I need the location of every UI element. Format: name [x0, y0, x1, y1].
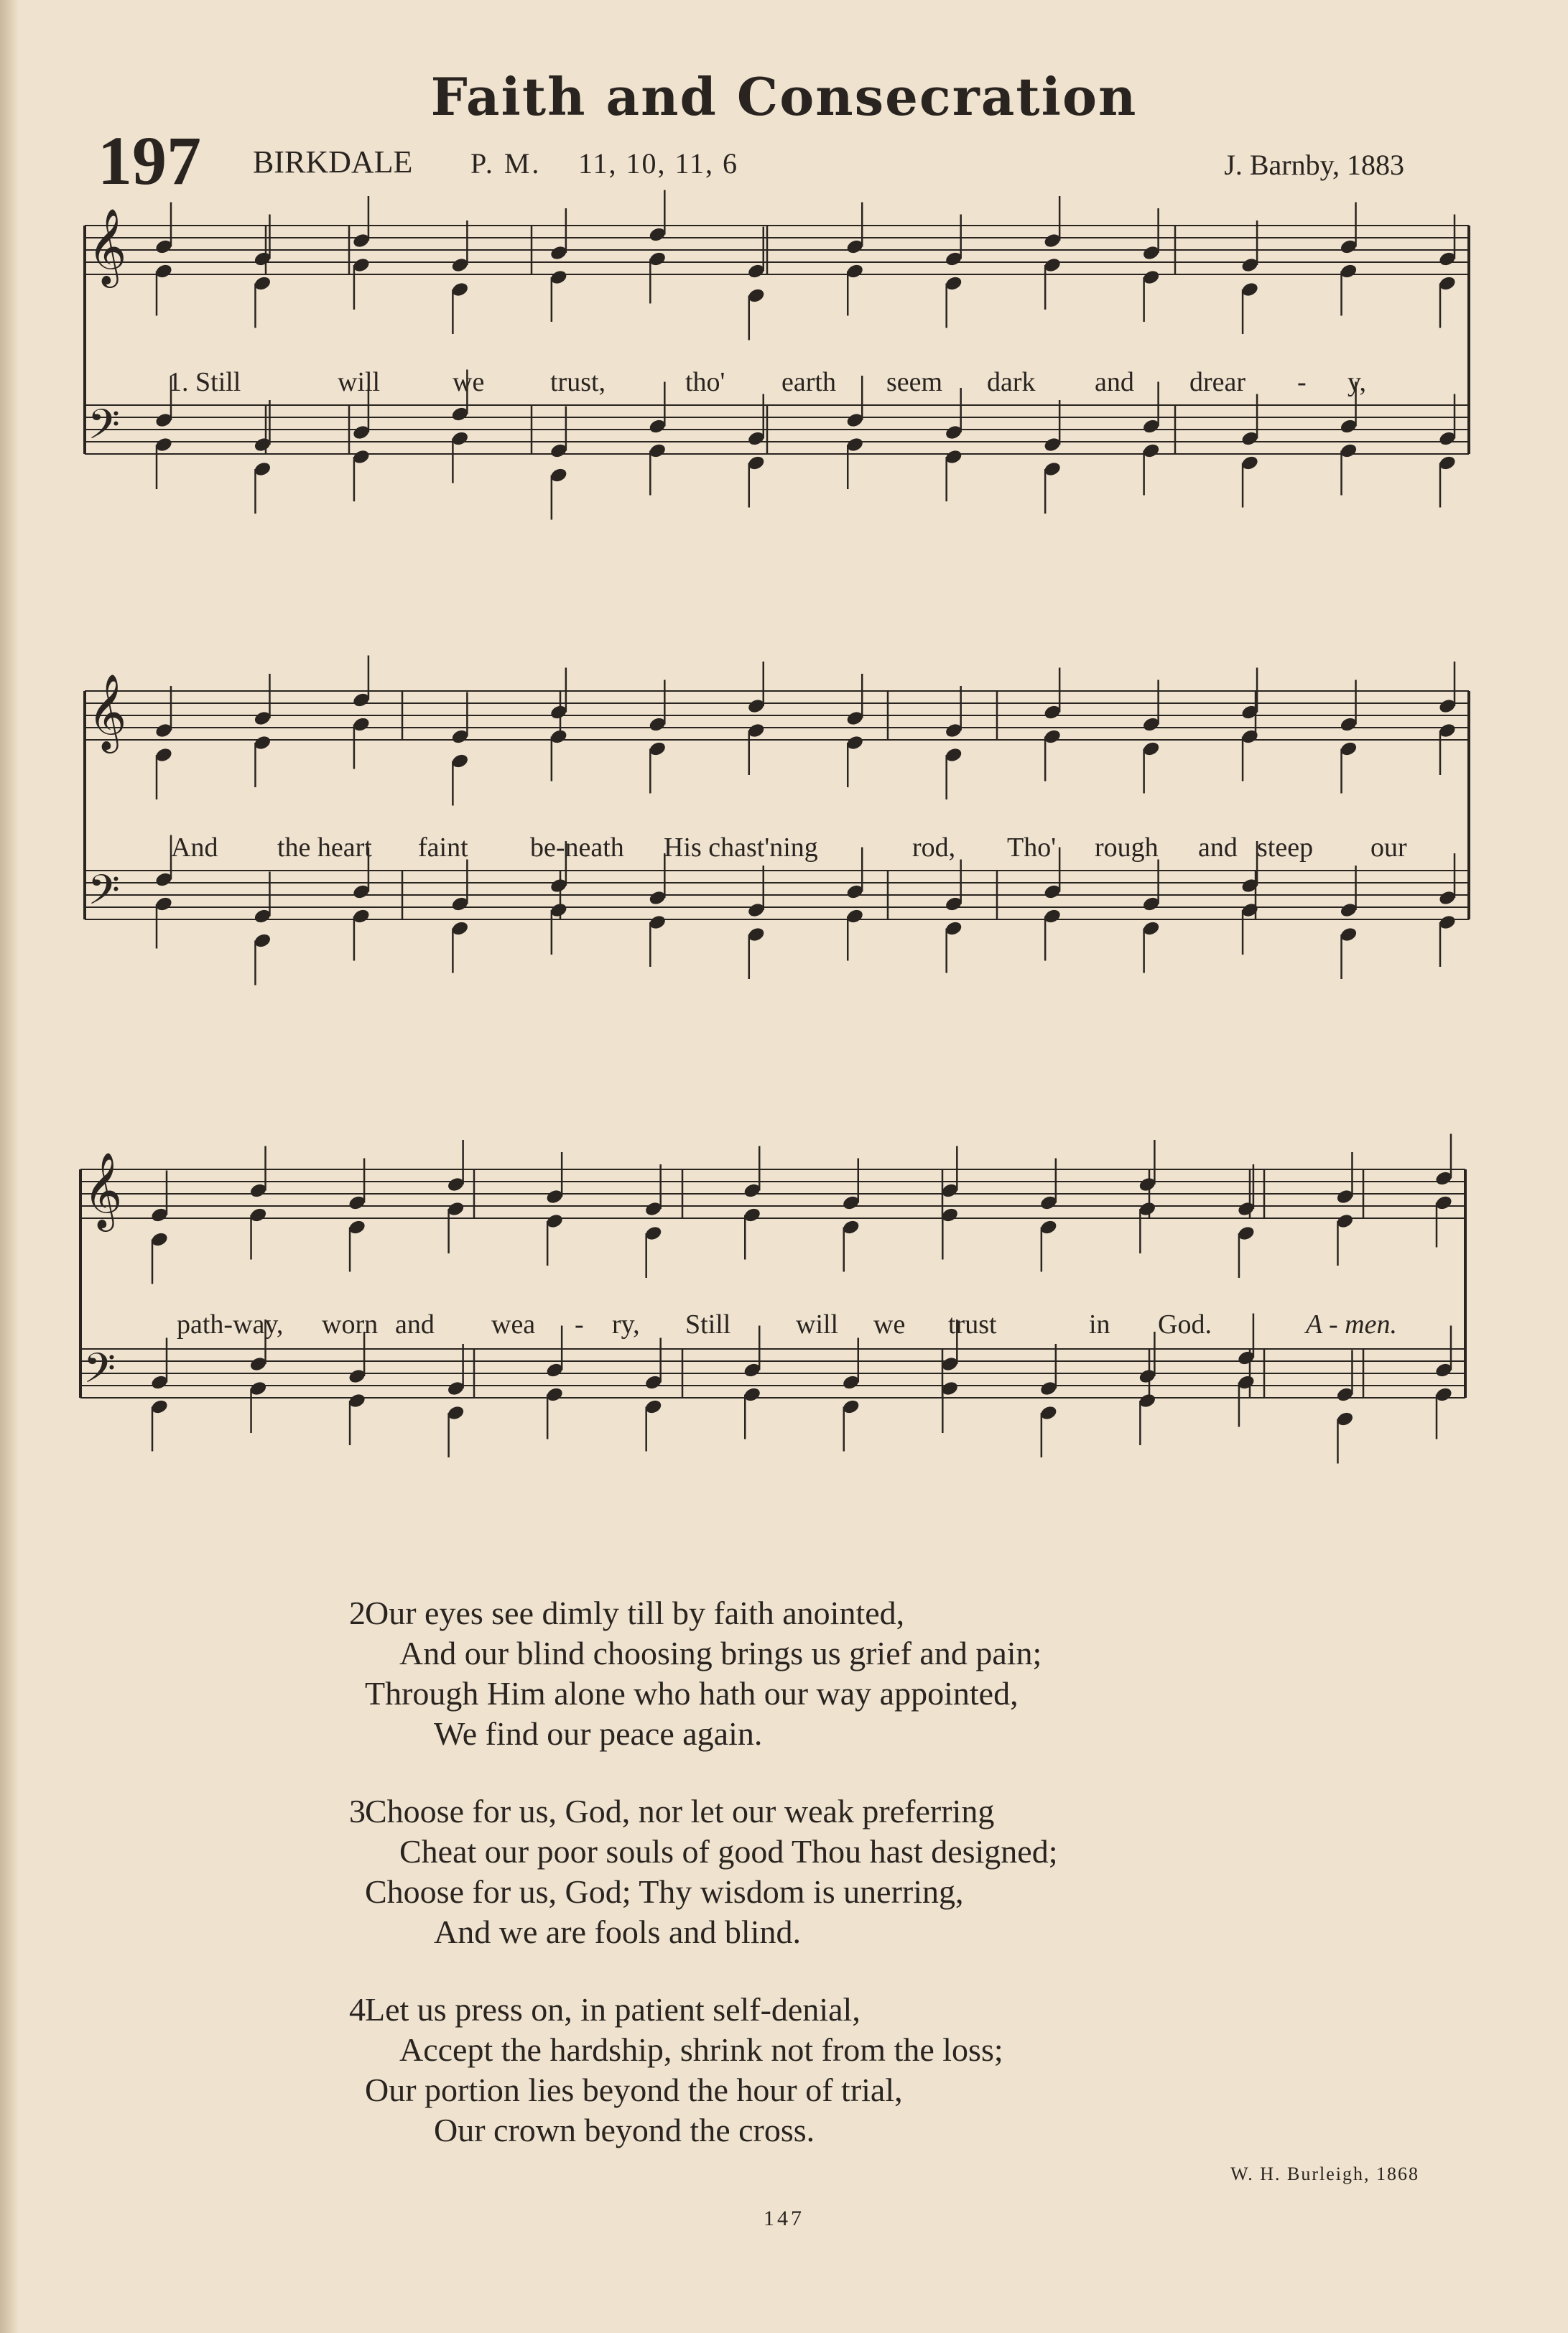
lyric-syllable: seem: [886, 367, 943, 397]
bass-clef-icon: 𝄢: [83, 1344, 116, 1403]
lyric-syllable: will: [796, 1309, 839, 1340]
verse-line: Let us press on, in patient self-denial,: [365, 1991, 860, 2028]
bass-clef-icon: 𝄢: [88, 866, 121, 924]
verse-line: Our eyes see dimly till by faith anointed,: [365, 1595, 905, 1631]
treble-clef-icon: 𝄞: [88, 673, 127, 750]
lyric-syllable: And: [171, 832, 218, 863]
lyric-syllable: trust: [948, 1309, 997, 1340]
lyric-syllable: faint: [418, 832, 468, 863]
lyric-syllable: drear: [1189, 367, 1246, 397]
lyric-syllable: rough: [1095, 832, 1159, 863]
verse-number: 4: [349, 1991, 366, 2028]
verse-line: Our portion lies beyond the hour of trial,: [365, 2072, 903, 2108]
verse-line: Choose for us, God, nor let our weak preferring: [365, 1793, 995, 1829]
lyric-syllable: the heart: [277, 832, 372, 863]
bass-clef-icon: 𝄢: [88, 400, 121, 459]
verse-line: Choose for us, God; Thy wisdom is unerring,: [365, 1873, 964, 1910]
tune-name: BIRKDALE: [253, 144, 413, 180]
lyric-syllable: be-neath: [530, 832, 624, 863]
verse-number: 2: [349, 1595, 366, 1631]
lyric-syllable: trust,: [550, 367, 606, 397]
treble-clef-icon: 𝄞: [88, 208, 127, 284]
meter: P. M.: [470, 147, 542, 180]
lyric-syllable: earth: [781, 367, 836, 397]
lyric-syllable: His chast'ning: [664, 832, 818, 863]
verse-line: Through Him alone who hath our way appointed,: [365, 1675, 1019, 1712]
lyric-syllable: and: [395, 1309, 435, 1340]
syllable-count: 11, 10, 11, 6: [578, 147, 739, 180]
verse-line: And we are fools and blind.: [434, 1914, 801, 1950]
amen-lyric: A - men.: [1306, 1309, 1397, 1340]
lyric-syllable: will: [338, 367, 381, 397]
lyric-syllable: we: [873, 1309, 906, 1340]
lyric-syllable: and: [1095, 367, 1134, 397]
verse-line: Accept the hardship, shrink not from the loss;: [399, 2031, 1003, 2068]
lyric-syllable: we: [453, 367, 485, 397]
verse-2: [349, 1593, 1058, 1754]
verse-number: 3: [349, 1793, 366, 1829]
verse-3: [349, 1791, 1058, 1952]
lyric-syllable: and: [1198, 832, 1238, 863]
lyric-syllable: rod,: [912, 832, 956, 863]
lyric-syllable: steep: [1257, 832, 1314, 863]
lyric-syllable: dark: [987, 367, 1036, 397]
page-number: 147: [764, 2207, 804, 2230]
lyric-syllable: Tho': [1007, 832, 1057, 863]
lyric-syllable: -: [575, 1309, 584, 1340]
verse-line: We find our peace again.: [434, 1715, 763, 1752]
lyric-syllable: in: [1089, 1309, 1110, 1340]
lyric-syllable: path-way,: [177, 1309, 284, 1340]
treble-clef-icon: 𝄞: [83, 1151, 123, 1228]
hymn-number: 197: [98, 122, 201, 199]
lyric-syllable: ry,: [612, 1309, 640, 1340]
verse-line: And our blind choosing brings us grief and pain;: [399, 1635, 1042, 1671]
lyric-syllable: -: [1297, 367, 1307, 397]
verse-line: Our crown beyond the cross.: [434, 2112, 815, 2148]
composer-credit: J. Barnby, 1883: [1224, 149, 1404, 181]
lyric-syllable: God.: [1158, 1309, 1212, 1340]
lyric-syllable: tho': [685, 367, 725, 397]
lyric-syllable: worn: [322, 1309, 379, 1340]
verse-line: Cheat our poor souls of good Thou hast designed;: [399, 1833, 1058, 1870]
verses: [349, 1593, 1058, 2188]
lyric-syllable: y,: [1347, 367, 1367, 397]
lyric-syllable: wea: [491, 1309, 536, 1340]
lyric-syllable: our: [1370, 832, 1407, 863]
lyric-syllable: Still: [685, 1309, 731, 1340]
author-credit: W. H. Burleigh, 1868: [1230, 2163, 1419, 2184]
lyric-syllable: 1. Still: [168, 367, 241, 397]
verse-4: [349, 1990, 1058, 2151]
section-title: Faith and Consecration: [430, 66, 1138, 127]
